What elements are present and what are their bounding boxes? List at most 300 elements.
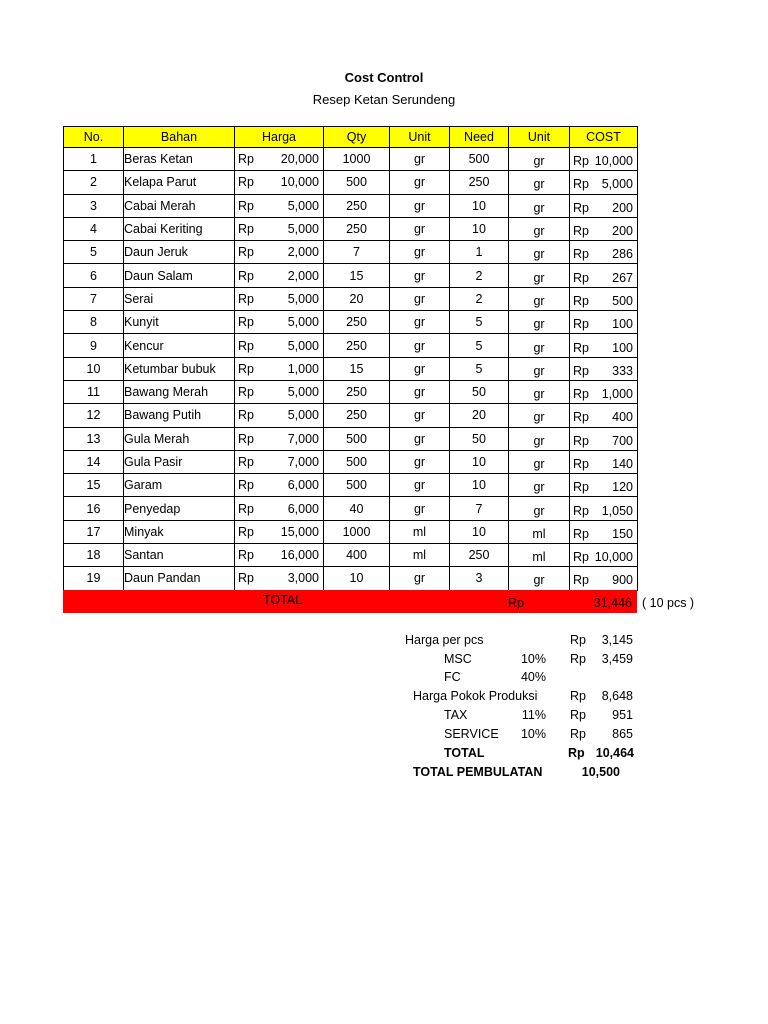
cell-need: 500: [450, 148, 509, 171]
table-row: [64, 427, 638, 450]
cell-bahan: Cabai Keriting: [124, 217, 235, 240]
cell-no: 5: [64, 241, 124, 264]
cell-unit-2-text: gr: [533, 363, 545, 378]
tax-pct: 11%: [521, 708, 546, 722]
cell-harga: [235, 497, 324, 520]
table-row: [64, 450, 638, 473]
cell-no: 3: [64, 194, 124, 217]
cell-qty: 10: [324, 567, 390, 590]
cell-harga: [235, 148, 324, 171]
cell-harga: [235, 450, 324, 473]
cell-bahan: Gula Merah: [124, 427, 235, 450]
cell-bahan: Kencur: [124, 334, 235, 357]
cell-unit: gr: [390, 427, 450, 450]
pembulatan-value: 10,500: [581, 765, 620, 779]
cell-harga: [235, 520, 324, 543]
cell-cost-value: 1,050: [601, 503, 633, 518]
cell-unit-2-text: gr: [533, 293, 545, 308]
total-value: 31,446: [593, 596, 632, 610]
cell-harga: [235, 194, 324, 217]
cell-unit: gr: [390, 450, 450, 473]
cell-unit: gr: [390, 241, 450, 264]
table-row: [64, 194, 638, 217]
cell-harga-currency: Rp: [238, 222, 254, 237]
total-currency: Rp: [508, 596, 524, 610]
cell-unit-2: [509, 404, 570, 427]
cell-unit: gr: [390, 148, 450, 171]
cell-harga: [235, 334, 324, 357]
cell-cost: [570, 148, 638, 171]
cell-no: 6: [64, 264, 124, 287]
cell-unit-2: [509, 474, 570, 497]
cell-unit-2: [509, 427, 570, 450]
cell-cost-value: 100: [612, 317, 633, 332]
cell-qty: 250: [324, 217, 390, 240]
cell-cost: [570, 404, 638, 427]
cell-bahan: Ketumbar bubuk: [124, 357, 235, 380]
cell-bahan: Bawang Putih: [124, 404, 235, 427]
cell-need: 2: [450, 287, 509, 310]
table-row: [64, 171, 638, 194]
cell-qty: 1000: [324, 148, 390, 171]
cell-unit: gr: [390, 171, 450, 194]
cell-no: 9: [64, 334, 124, 357]
cell-need: 10: [450, 217, 509, 240]
cell-unit: gr: [390, 287, 450, 310]
fc-label: FC: [444, 670, 461, 684]
cell-need: 250: [450, 171, 509, 194]
total-bar: [63, 590, 637, 613]
cell-unit: gr: [390, 474, 450, 497]
cell-unit-2-text: gr: [533, 247, 545, 262]
cell-harga: [235, 380, 324, 403]
cell-harga-currency: Rp: [238, 501, 254, 516]
cell-unit: gr: [390, 357, 450, 380]
cell-cost-currency: Rp: [573, 270, 589, 285]
cell-harga: [235, 474, 324, 497]
cell-cost-currency: Rp: [573, 247, 589, 262]
cell-cost-currency: Rp: [573, 573, 589, 588]
cell-unit-2-text: gr: [533, 410, 545, 425]
cell-bahan: Bawang Merah: [124, 380, 235, 403]
cell-cost: [570, 474, 638, 497]
cell-cost: [570, 217, 638, 240]
cell-cost-currency: Rp: [573, 224, 589, 239]
table-row: [64, 311, 638, 334]
cell-unit-2-text: gr: [533, 200, 545, 215]
table-row: [64, 217, 638, 240]
cell-unit-2: [509, 567, 570, 590]
table-row: [64, 474, 638, 497]
header-cost: COST: [570, 127, 638, 148]
cell-harga-currency: Rp: [238, 338, 254, 353]
cell-no: 10: [64, 357, 124, 380]
harga-per-pcs-value: 3,145: [601, 633, 633, 647]
hpp-label: Harga Pokok Produksi: [413, 689, 538, 703]
cell-bahan: Beras Ketan: [124, 148, 235, 171]
cell-cost: [570, 567, 638, 590]
cell-unit: gr: [390, 404, 450, 427]
cell-no: 1: [64, 148, 124, 171]
header-unit-2: Unit: [509, 127, 570, 148]
cell-unit-2-text: gr: [533, 480, 545, 495]
cell-no: 17: [64, 520, 124, 543]
cell-qty: 250: [324, 334, 390, 357]
cell-cost-value: 10,000: [594, 550, 633, 565]
table-row: [64, 497, 638, 520]
cell-bahan: Serai: [124, 287, 235, 310]
cell-harga-value: 2,000: [287, 268, 319, 283]
cell-cost-currency: Rp: [573, 177, 589, 192]
service-value: 865: [612, 727, 633, 741]
cell-bahan: Daun Pandan: [124, 567, 235, 590]
cell-harga-value: 5,000: [287, 408, 319, 423]
summary-total-label: TOTAL: [444, 746, 485, 760]
cell-qty: 250: [324, 404, 390, 427]
cell-unit-2-text: gr: [533, 503, 545, 518]
cell-cost-currency: Rp: [573, 457, 589, 471]
cell-no: 16: [64, 497, 124, 520]
cell-unit: gr: [390, 334, 450, 357]
cell-harga-currency: Rp: [238, 524, 254, 539]
cell-cost-value: 400: [612, 410, 633, 425]
hpp-value: 8,648: [601, 689, 633, 703]
table-row: [64, 544, 638, 567]
cell-cost-value: 10,000: [594, 154, 633, 169]
cell-unit-2-text: gr: [533, 154, 545, 169]
cell-bahan: Gula Pasir: [124, 450, 235, 473]
cell-cost-value: 900: [612, 573, 633, 588]
msc-pct: 10%: [520, 652, 546, 666]
cell-harga-value: 20,000: [280, 152, 319, 167]
cell-no: 15: [64, 474, 124, 497]
cell-qty: 20: [324, 287, 390, 310]
cell-need: 7: [450, 497, 509, 520]
cell-cost-value: 1,000: [601, 387, 633, 402]
header-qty: Qty: [324, 127, 390, 148]
cell-unit: gr: [390, 217, 450, 240]
summary-total-currency: Rp: [568, 746, 585, 760]
cell-cost: [570, 450, 638, 473]
cell-bahan: Penyedap: [124, 497, 235, 520]
cell-cost-value: 500: [612, 293, 633, 308]
cell-harga-value: 10,000: [280, 175, 319, 190]
cell-need: 3: [450, 567, 509, 590]
cell-cost: [570, 311, 638, 334]
cell-unit: gr: [390, 380, 450, 403]
cell-unit-2: [509, 311, 570, 334]
msc-currency: Rp: [570, 652, 586, 666]
cell-cost: [570, 287, 638, 310]
cell-harga: [235, 567, 324, 590]
cell-cost-value: 150: [612, 526, 633, 541]
table-row: [64, 567, 638, 590]
cell-cost-currency: Rp: [573, 363, 589, 378]
cell-qty: 7: [324, 241, 390, 264]
cell-cost-currency: Rp: [573, 526, 589, 541]
cell-harga-currency: Rp: [238, 245, 254, 260]
cell-qty: 250: [324, 380, 390, 403]
cell-need: 5: [450, 311, 509, 334]
cell-need: 10: [450, 474, 509, 497]
cell-need: 5: [450, 357, 509, 380]
cell-qty: 40: [324, 497, 390, 520]
harga-per-pcs-currency: Rp: [570, 633, 586, 647]
cell-no: 19: [64, 567, 124, 590]
cell-unit-2: [509, 497, 570, 520]
cell-cost-value: 200: [612, 224, 633, 239]
cell-unit-2-text: ml: [532, 550, 546, 565]
cell-bahan: Kelapa Parut: [124, 171, 235, 194]
cell-harga: [235, 404, 324, 427]
cell-harga-value: 5,000: [287, 338, 319, 353]
cell-bahan: Garam: [124, 474, 235, 497]
cell-no: 14: [64, 450, 124, 473]
cell-harga-value: 6,000: [287, 501, 319, 516]
header-bahan: Bahan: [124, 127, 235, 148]
cell-unit-2: [509, 217, 570, 240]
cell-harga-value: 5,000: [287, 198, 319, 213]
cell-harga-currency: Rp: [238, 408, 254, 423]
cell-qty: 500: [324, 171, 390, 194]
cell-harga-value: 5,000: [287, 222, 319, 237]
cell-harga: [235, 287, 324, 310]
sheet-subtitle: Resep Ketan Serundeng: [312, 92, 456, 107]
cell-unit-2: [509, 171, 570, 194]
cell-no: 12: [64, 404, 124, 427]
total-label: TOTAL: [263, 593, 303, 607]
cell-bahan: Cabai Merah: [124, 194, 235, 217]
cell-no: 2: [64, 171, 124, 194]
cell-cost-currency: Rp: [573, 410, 589, 425]
cell-cost-value: 140: [612, 457, 633, 471]
cell-unit-2: [509, 544, 570, 567]
cell-need: 2: [450, 264, 509, 287]
cell-harga-value: 3,000: [287, 571, 319, 586]
fc-pct: 40%: [520, 670, 546, 684]
cell-unit: gr: [390, 311, 450, 334]
cell-no: 13: [64, 427, 124, 450]
cell-cost-value: 333: [612, 363, 633, 378]
table-row: [64, 241, 638, 264]
cell-cost-currency: Rp: [573, 293, 589, 308]
cell-cost: [570, 497, 638, 520]
cell-bahan: Kunyit: [124, 311, 235, 334]
cell-unit: gr: [390, 194, 450, 217]
cell-bahan: Daun Jeruk: [124, 241, 235, 264]
cell-cost-currency: Rp: [573, 154, 589, 169]
cell-cost-currency: Rp: [573, 503, 589, 518]
cell-cost: [570, 171, 638, 194]
cell-cost-currency: Rp: [573, 387, 589, 402]
cell-unit-2: [509, 357, 570, 380]
cell-bahan: Minyak: [124, 520, 235, 543]
cell-unit-2: [509, 194, 570, 217]
cell-unit-2-text: gr: [533, 433, 545, 448]
cell-cost-currency: Rp: [573, 317, 589, 332]
cell-harga-value: 1,000: [287, 361, 319, 376]
cell-unit-2: [509, 287, 570, 310]
service-pct: 10%: [520, 727, 546, 741]
table-row: [64, 357, 638, 380]
table-row: [64, 520, 638, 543]
cell-harga: [235, 264, 324, 287]
total-pcs-note: ( 10 pcs ): [642, 596, 695, 610]
cell-no: 4: [64, 217, 124, 240]
cell-cost: [570, 380, 638, 403]
cell-cost: [570, 427, 638, 450]
table-row: [64, 287, 638, 310]
cell-harga-value: 2,000: [287, 245, 319, 260]
cell-unit-2: [509, 148, 570, 171]
cell-harga-currency: Rp: [238, 268, 254, 283]
cell-cost-value: 286: [612, 247, 633, 262]
cell-bahan: Santan: [124, 544, 235, 567]
cell-need: 50: [450, 427, 509, 450]
cell-harga-currency: Rp: [238, 478, 254, 493]
cell-cost-currency: Rp: [573, 480, 589, 495]
cell-harga-value: 6,000: [287, 478, 319, 493]
cell-unit-2-text: gr: [533, 224, 545, 239]
cell-need: 10: [450, 520, 509, 543]
cell-qty: 1000: [324, 520, 390, 543]
cell-cost: [570, 544, 638, 567]
header-unit: Unit: [390, 127, 450, 148]
cell-unit-2-text: ml: [532, 526, 546, 541]
cell-cost: [570, 241, 638, 264]
cell-unit-2-text: gr: [533, 177, 545, 192]
cell-cost-currency: Rp: [573, 433, 589, 448]
cell-unit: gr: [390, 264, 450, 287]
table-header-row: [64, 127, 638, 148]
cell-need: 20: [450, 404, 509, 427]
cell-harga-value: 15,000: [280, 524, 319, 539]
cell-harga: [235, 357, 324, 380]
cell-harga-currency: Rp: [238, 571, 254, 586]
cell-harga-value: 7,000: [287, 455, 319, 469]
cell-need: 50: [450, 380, 509, 403]
cell-harga-currency: Rp: [238, 361, 254, 376]
cell-unit: ml: [390, 520, 450, 543]
sheet-title: Cost Control: [344, 70, 424, 85]
cell-harga-currency: Rp: [238, 431, 254, 446]
cell-qty: 15: [324, 264, 390, 287]
table-row: [64, 334, 638, 357]
table-row: [64, 148, 638, 171]
cell-harga-currency: Rp: [238, 175, 254, 190]
cell-qty: 15: [324, 357, 390, 380]
cell-unit-2: [509, 264, 570, 287]
cell-unit-2-text: gr: [533, 317, 545, 332]
summary-total-value: 10,464: [595, 746, 634, 760]
cell-harga-value: 5,000: [287, 315, 319, 330]
harga-per-pcs-label: Harga per pcs: [405, 633, 484, 647]
cell-cost-value: 200: [612, 200, 633, 215]
cell-harga: [235, 241, 324, 264]
cell-cost-value: 120: [612, 480, 633, 495]
tax-value: 951: [612, 708, 633, 722]
cell-need: 250: [450, 544, 509, 567]
service-label: SERVICE: [444, 727, 499, 741]
cell-harga-value: 7,000: [287, 431, 319, 446]
cell-no: 18: [64, 544, 124, 567]
cell-unit-2: [509, 241, 570, 264]
cell-harga-value: 5,000: [287, 291, 319, 306]
cell-unit-2: [509, 334, 570, 357]
cell-harga-currency: Rp: [238, 198, 254, 213]
cell-harga-currency: Rp: [238, 315, 254, 330]
cell-cost-currency: Rp: [573, 550, 589, 565]
cell-harga-value: 5,000: [287, 385, 319, 400]
cell-harga-currency: Rp: [238, 455, 254, 469]
cell-cost-value: 5,000: [601, 177, 633, 192]
cell-qty: 500: [324, 427, 390, 450]
header-need: Need: [450, 127, 509, 148]
cell-need: 1: [450, 241, 509, 264]
tax-currency: Rp: [570, 708, 586, 722]
cell-harga: [235, 217, 324, 240]
table-row: [64, 404, 638, 427]
cell-cost-currency: Rp: [573, 340, 589, 355]
cell-qty: 500: [324, 450, 390, 473]
cell-harga: [235, 171, 324, 194]
cell-cost-value: 100: [612, 340, 633, 355]
cell-qty: 250: [324, 194, 390, 217]
cell-cost-currency: Rp: [573, 200, 589, 215]
cell-cost-value: 267: [612, 270, 633, 285]
cell-harga: [235, 427, 324, 450]
cell-need: 10: [450, 450, 509, 473]
cell-harga: [235, 544, 324, 567]
cell-unit-2: [509, 450, 570, 473]
cell-bahan: Daun Salam: [124, 264, 235, 287]
cell-qty: 400: [324, 544, 390, 567]
cell-unit: ml: [390, 544, 450, 567]
cell-cost-value: 700: [612, 433, 633, 448]
cell-need: 5: [450, 334, 509, 357]
cell-qty: 500: [324, 474, 390, 497]
service-currency: Rp: [570, 727, 586, 741]
table-row: [64, 380, 638, 403]
cell-harga-currency: Rp: [238, 385, 254, 400]
cell-harga-currency: Rp: [238, 548, 254, 563]
header-harga: Harga: [235, 127, 324, 148]
cell-no: 7: [64, 287, 124, 310]
cell-harga-value: 16,000: [280, 548, 319, 563]
cell-cost: [570, 264, 638, 287]
cell-no: 8: [64, 311, 124, 334]
cell-cost: [570, 357, 638, 380]
msc-label: MSC: [444, 652, 472, 666]
cell-cost: [570, 194, 638, 217]
cost-table: [63, 126, 638, 591]
tax-label: TAX: [444, 708, 468, 722]
cell-unit-2-text: gr: [533, 457, 545, 471]
header-no: No.: [64, 127, 124, 148]
hpp-currency: Rp: [570, 689, 586, 703]
cell-qty: 250: [324, 311, 390, 334]
cell-unit-2-text: gr: [533, 387, 545, 402]
cell-need: 10: [450, 194, 509, 217]
msc-value: 3,459: [601, 652, 633, 666]
cell-unit-2: [509, 380, 570, 403]
table-row: [64, 264, 638, 287]
cell-unit-2-text: gr: [533, 270, 545, 285]
cell-cost: [570, 334, 638, 357]
cell-no: 11: [64, 380, 124, 403]
cell-unit-2-text: gr: [533, 573, 545, 588]
cell-unit-2-text: gr: [533, 340, 545, 355]
